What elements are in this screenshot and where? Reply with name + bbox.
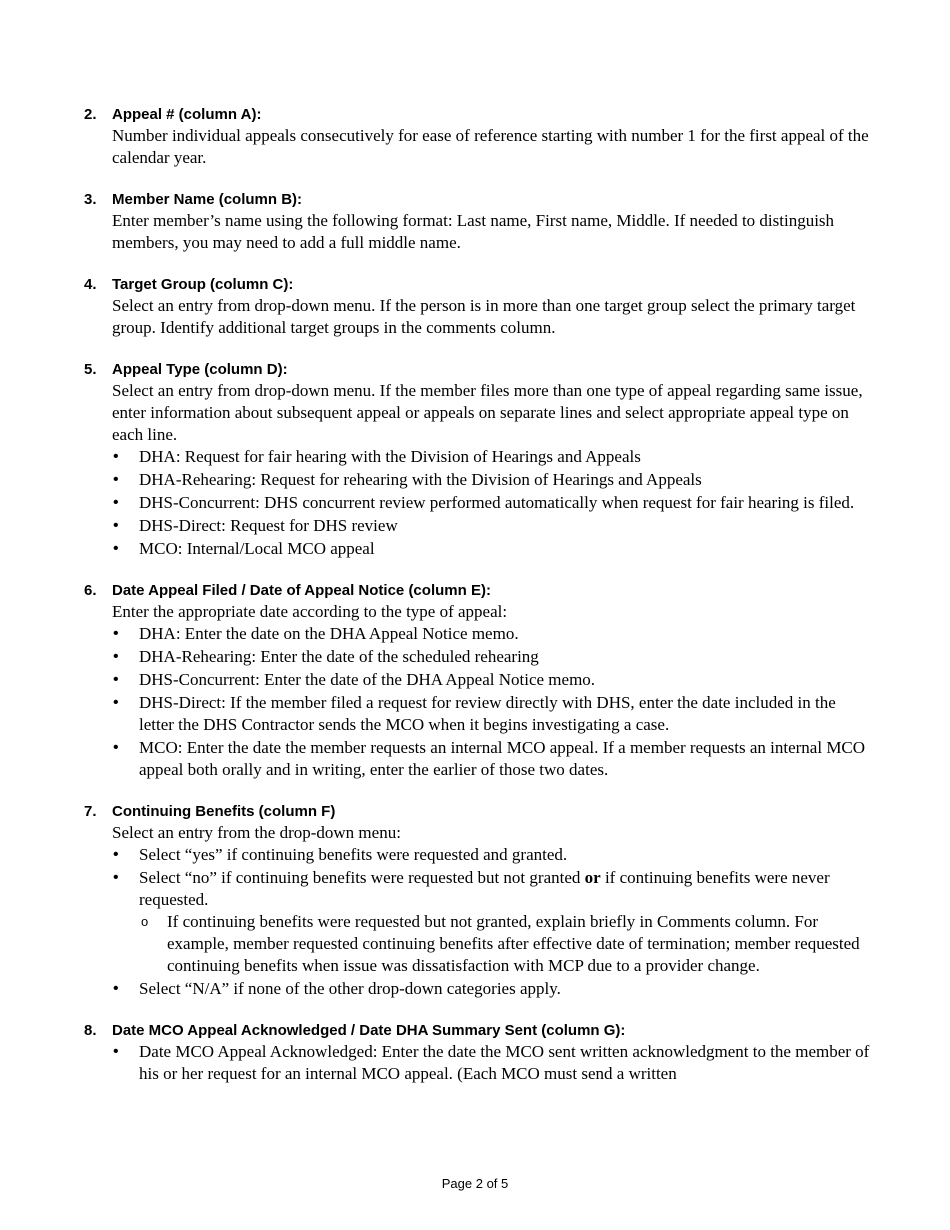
list-item: • DHS-Concurrent: Enter the date of the DHA Appeal Notice memo. — [112, 669, 874, 691]
list-item: • Date MCO Appeal Acknowledged: Enter the date the MCO sent written acknowledgment to the member of his or her request for an internal MCO appeal. (Each MCO must send a written — [112, 1041, 874, 1085]
sub-list-item: o If continuing benefits were requested but not granted, explain briefly in Comments column. For example, member requested continuing benefits after effective date of termination; member requested continuing benefits when issue was dissatisfaction with MCP due to a provider change. — [139, 911, 874, 977]
section-heading: Date MCO Appeal Acknowledged / Date DHA Summary Sent (column G): — [112, 1022, 626, 1039]
list-item-no-text: Select “no” if continuing benefits were requested but not granted — [139, 868, 585, 887]
bullet-list — [112, 446, 874, 560]
section-number: 6. — [84, 582, 97, 599]
list-item: • MCO: Internal/Local MCO appeal — [112, 538, 874, 560]
section-appeal-type — [84, 359, 874, 560]
list-item: • DHS-Direct: If the member filed a request for review directly with DHS, enter the date included in the letter the DHS Contractor sends the MCO when it begins investigating a case. — [112, 692, 874, 736]
list-item-no-text-end: if continuing benefits were never requested. — [139, 868, 830, 909]
section-text: Select an entry from the drop-down menu: — [112, 823, 401, 842]
section-number: 5. — [84, 361, 97, 378]
list-item-yes: • Select “yes” if continuing benefits were requested and granted. — [112, 844, 874, 866]
section-number: 8. — [84, 1022, 97, 1039]
section-member-name — [84, 189, 874, 254]
section-text: Enter the appropriate date according to the type of appeal: — [112, 602, 508, 621]
list-item: • DHA-Rehearing: Request for rehearing with the Division of Hearings and Appeals — [112, 469, 874, 491]
list-item-no — [112, 867, 874, 977]
section-heading: Date Appeal Filed / Date of Appeal Notice (column E): — [112, 582, 491, 599]
section-text: Select an entry from drop-down menu. If the member files more than one type of appeal regarding same issue, enter information about subsequent appeal or appeals on separate lines and select appropriate appeal type on each line. — [112, 381, 863, 444]
section-target-group — [84, 274, 874, 339]
list-item: • MCO: Enter the date the member requests an internal MCO appeal. If a member requests an internal MCO appeal both orally and in writing, enter the earlier of those two dates. — [112, 737, 874, 781]
section-number: 7. — [84, 803, 97, 820]
bullet-list — [112, 844, 874, 1000]
document-body — [84, 104, 874, 1105]
section-date-appeal-filed — [84, 580, 874, 781]
emphasis-or: or — [584, 868, 601, 887]
section-number: 3. — [84, 191, 97, 208]
list-item: • DHA: Request for fair hearing with the Division of Hearings and Appeals — [112, 446, 874, 468]
list-item: • DHS-Direct: Request for DHS review — [112, 515, 874, 537]
list-item-na: • Select “N/A” if none of the other drop-down categories apply. — [112, 978, 874, 1000]
section-number: 4. — [84, 276, 97, 293]
section-heading: Target Group (column C): — [112, 276, 294, 293]
list-item: • DHA: Enter the date on the DHA Appeal Notice memo. — [112, 623, 874, 645]
bullet-list — [112, 1041, 874, 1085]
list-item: • DHS-Concurrent: DHS concurrent review performed automatically when request for fair hearing is filed. — [112, 492, 874, 514]
section-heading: Appeal Type (column D): — [112, 361, 288, 378]
page-number: Page 2 of 5 — [441, 1176, 509, 1191]
section-heading: Continuing Benefits (column F) — [112, 803, 336, 820]
section-continuing-benefits — [84, 801, 874, 1000]
section-text: Select an entry from drop-down menu. If the person is in more than one target group select the primary target group. Identify additional target groups in the comments column. — [112, 296, 856, 337]
section-text: Enter member’s name using the following format: Last name, First name, Middle. If needed to distinguish members, you may need to add a full middle name. — [112, 211, 835, 252]
bullet-list — [112, 623, 874, 781]
section-heading: Member Name (column B): — [112, 191, 303, 208]
section-appeal-number — [84, 104, 874, 169]
section-date-mco-acknowledged — [84, 1020, 874, 1085]
sub-bullet-list — [139, 911, 874, 977]
section-heading: Appeal # (column A): — [112, 106, 262, 123]
section-number: 2. — [84, 106, 97, 123]
list-item: • DHA-Rehearing: Enter the date of the scheduled rehearing — [112, 646, 874, 668]
section-text: Number individual appeals consecutively for ease of reference starting with number 1 for the first appeal of the calendar year. — [112, 126, 869, 167]
